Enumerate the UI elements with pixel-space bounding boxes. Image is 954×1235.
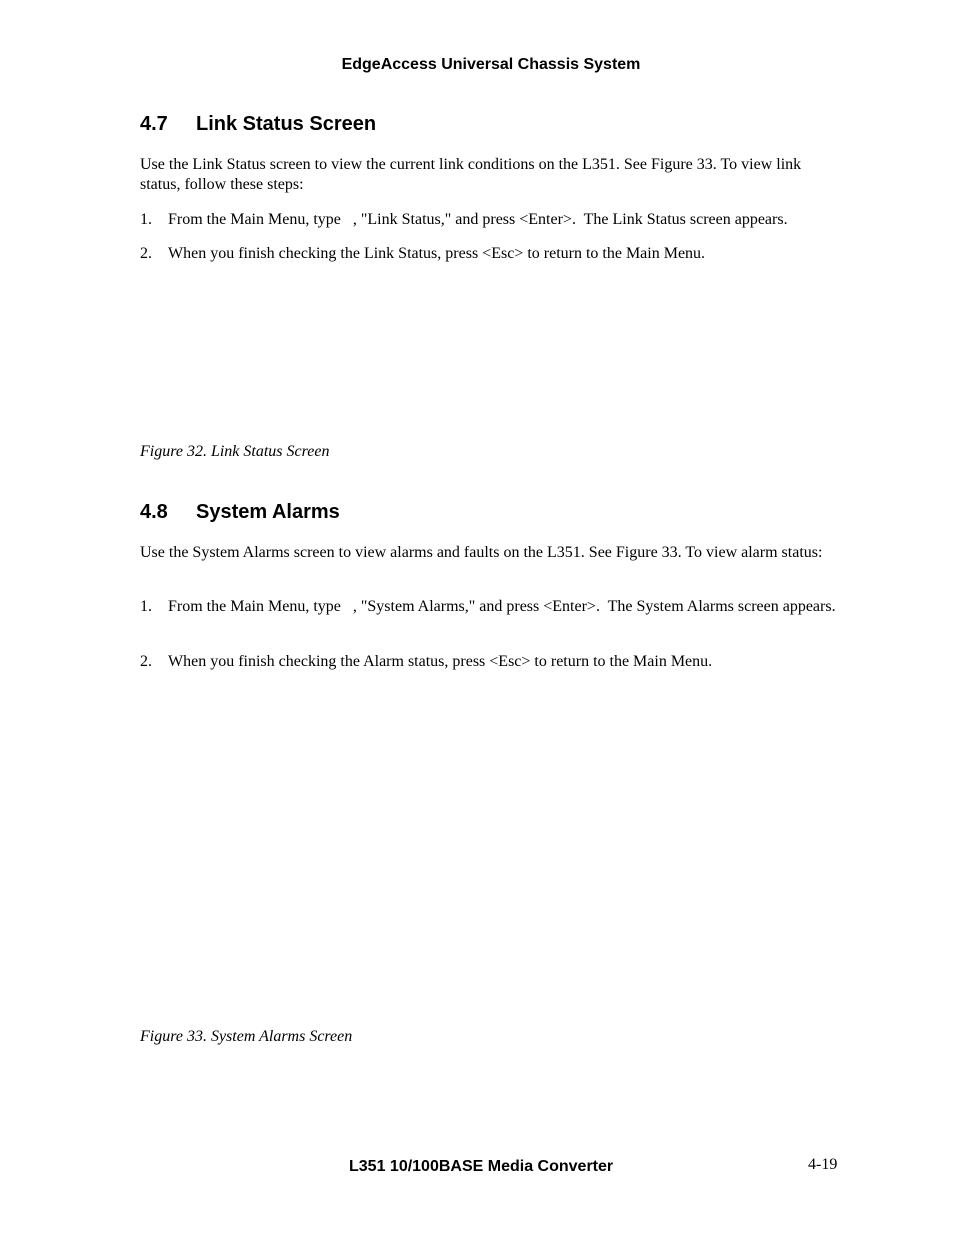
step-text: From the Main Menu, type , "Link Status," and press <Enter>. The Link Status screen appears. — [168, 211, 788, 228]
section-title: Link Status Screen — [196, 113, 377, 135]
section-number: 4.8 — [140, 501, 168, 523]
figure-33-placeholder — [140, 685, 840, 1020]
step-item — [140, 243, 840, 264]
step-text: When you finish checking the Alarm status, press <Esc> to return to the Main Menu. — [168, 653, 713, 670]
step-number: 1. — [140, 598, 152, 615]
step-number: 2. — [140, 245, 152, 262]
section-title: System Alarms — [196, 501, 340, 523]
section-heading-4-7 — [140, 113, 376, 136]
section-intro-paragraph: Use the System Alarms screen to view alarms and faults on the L351. See Figure 33. To view alarm status: — [140, 544, 823, 561]
step-item — [140, 651, 840, 672]
step-number: 1. — [140, 211, 152, 228]
step-item — [140, 209, 840, 230]
page-number: 4-19 — [808, 1156, 838, 1173]
figure-32-placeholder — [140, 275, 840, 435]
section-heading-4-8 — [140, 501, 340, 524]
section-intro-paragraph: Use the Link Status screen to view the current link conditions on the L351. See Figure 33. To view link status, follow these steps: — [140, 156, 802, 193]
section-number: 4.7 — [140, 113, 168, 135]
step-item — [140, 596, 840, 617]
footer-title: L351 10/100BASE Media Converter — [349, 1158, 614, 1175]
running-header: EdgeAccess Universal Chassis System — [341, 56, 641, 73]
figure-caption: Figure 32. Link Status Screen — [140, 443, 330, 460]
step-number: 2. — [140, 653, 152, 670]
figure-caption: Figure 33. System Alarms Screen — [140, 1028, 353, 1045]
step-text: From the Main Menu, type , "System Alarms," and press <Enter>. The System Alarms screen appears. — [168, 598, 836, 615]
step-text: When you finish checking the Link Status, press <Esc> to return to the Main Menu. — [168, 245, 706, 262]
